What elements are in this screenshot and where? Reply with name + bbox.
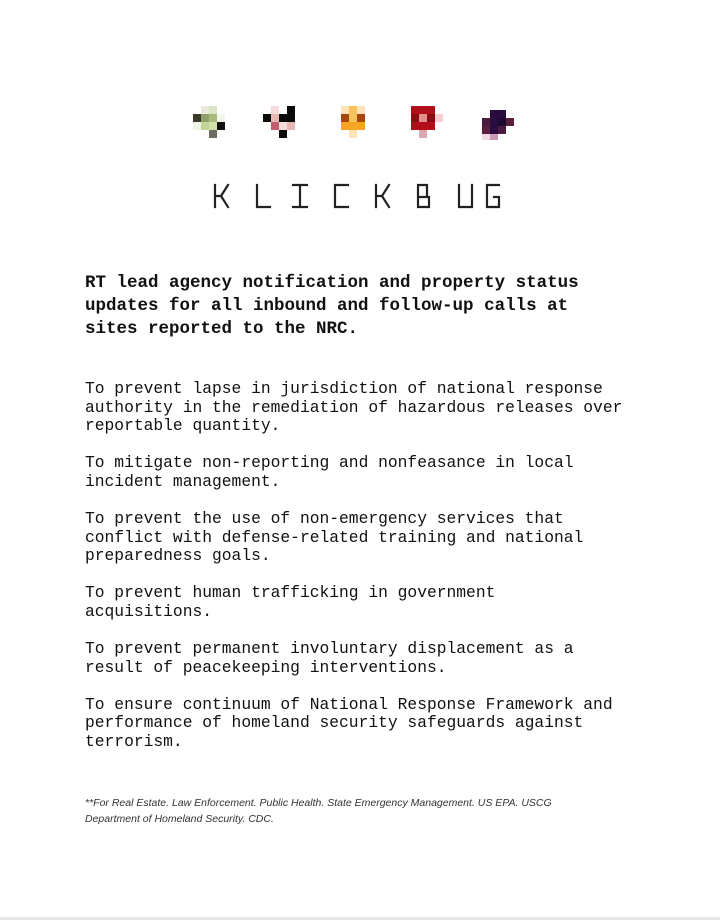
goal-item: To prevent lapse in jurisdiction of national response authority in the remediation of hazardous releases over reportable quantity. <box>85 379 623 436</box>
lead-statement: RT lead agency notification and property status updates for all inbound and follow-up calls at sites reported to the NRC. <box>85 273 579 339</box>
goal-item: To ensure continuum of National Response Framework and performance of homeland security safeguards against terrorism. <box>85 694 613 751</box>
goal-item: To prevent the use of non-emergency services that conflict with defense-related training and national preparedness goals. <box>85 508 584 566</box>
red-bug-icon <box>411 104 443 140</box>
goal-item: To prevent human trafficking in government acquisitions. <box>85 583 496 621</box>
navy-bug-icon <box>482 104 514 140</box>
goal-item: To mitigate non-reporting and nonfeasance in local incident management. <box>85 453 574 491</box>
goals-list <box>85 380 685 770</box>
klickbug-logo <box>0 183 720 214</box>
footnote: **For Real Estate. Law Enforcement. Public Health. State Emergency Management. US EPA. USCG Department of Homeland Security. CDC. <box>85 797 552 825</box>
orange-bug-icon <box>341 104 373 140</box>
goal-item: To prevent permanent involuntary displacement as a result of peacekeeping interventions. <box>85 638 574 677</box>
bug-icon-row <box>0 104 720 144</box>
green-bug-icon <box>193 104 225 140</box>
pink-bug-icon <box>263 104 295 140</box>
